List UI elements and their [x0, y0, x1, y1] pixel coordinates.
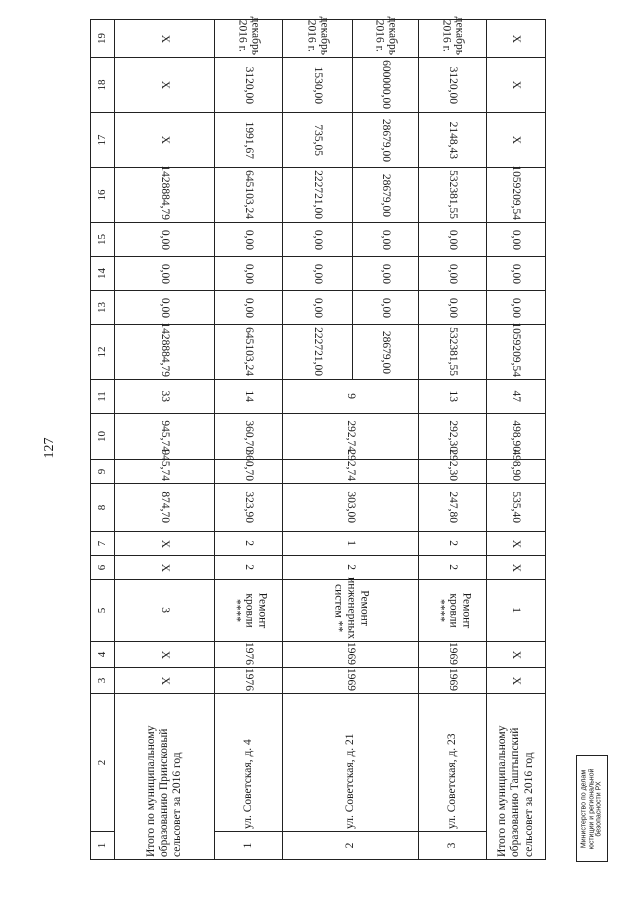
- table-cell: 28679,00: [353, 168, 419, 223]
- table-cell: 0,00: [353, 223, 419, 257]
- table-cell: 0,00: [215, 257, 283, 291]
- table-cell: X: [487, 20, 546, 58]
- header-cell: 2: [91, 694, 115, 832]
- table-cell: 0,00: [419, 223, 487, 257]
- table-cell: 2: [215, 532, 283, 556]
- header-cell: 4: [91, 642, 115, 668]
- table-cell: X: [115, 642, 215, 668]
- table-cell: 498,90: [487, 460, 546, 484]
- table-row-tasht-total: [487, 20, 546, 860]
- table-cell: 1969: [283, 668, 419, 694]
- table-cell: 1059209,54: [487, 168, 546, 223]
- header-cell: 9: [91, 460, 115, 484]
- table-cell: 1428884,79: [115, 325, 215, 380]
- table-row-sovetskaya-23: [419, 20, 487, 860]
- table-cell: 1530,00: [283, 58, 353, 113]
- table-cell: X: [487, 668, 546, 694]
- header-cell: 17: [91, 113, 115, 168]
- table-cell: X: [115, 668, 215, 694]
- table-row-sovetskaya-21a: [283, 20, 353, 860]
- table-cell: 0,00: [283, 257, 353, 291]
- table-cell: X: [487, 58, 546, 113]
- table-cell: 2: [419, 532, 487, 556]
- table-cell: Ремонт инженерных систем **: [283, 580, 419, 642]
- table-cell: 0,00: [419, 291, 487, 325]
- table-cell: 3: [115, 580, 215, 642]
- table-cell: декабрь 2016 г.: [215, 20, 283, 58]
- table-cell: 532381,55: [419, 168, 487, 223]
- header-cell: 11: [91, 380, 115, 414]
- table-cell: 13: [419, 380, 487, 414]
- table-cell: 9: [283, 380, 419, 414]
- table-cell: 0,00: [283, 223, 353, 257]
- header-cell: 12: [91, 325, 115, 380]
- municipality-total-label: Итого по муниципальному образованию Таштыпский сельсовет за 2016 год: [487, 694, 546, 860]
- row-number: 1: [215, 832, 283, 860]
- header-cell: 18: [91, 58, 115, 113]
- table-cell: 1: [283, 532, 419, 556]
- table-cell: 28679,00: [353, 325, 419, 380]
- table-cell: 735,05: [283, 113, 353, 168]
- table-cell: 360,70: [215, 414, 283, 460]
- page-number: 127: [42, 437, 57, 459]
- table-cell: 14: [215, 380, 283, 414]
- table-cell: 0,00: [215, 291, 283, 325]
- table-cell: 0,00: [487, 291, 546, 325]
- table-row-prisk-total: [115, 20, 215, 860]
- table-cell: X: [115, 20, 215, 58]
- table-cell: 360,70: [215, 460, 283, 484]
- table-cell: 0,00: [115, 257, 215, 291]
- table-cell: 945,74: [115, 414, 215, 460]
- table-cell: 3120,00: [419, 58, 487, 113]
- table-cell: 247,80: [419, 484, 487, 532]
- table-cell: 1969: [419, 642, 487, 668]
- municipality-total-label: Итого по муниципальному образованию Приисковый сельсовет за 2016 год: [115, 694, 215, 860]
- table-cell: 3120,00: [215, 58, 283, 113]
- row-number: 3: [419, 832, 487, 860]
- table-cell: 0,00: [115, 223, 215, 257]
- table-cell: 535,40: [487, 484, 546, 532]
- table-cell: 1976: [215, 668, 283, 694]
- header-cell: 3: [91, 668, 115, 694]
- table-cell: 292,74: [283, 460, 419, 484]
- table-cell: 2: [283, 556, 419, 580]
- table-cell: 2148,43: [419, 113, 487, 168]
- table-cell: 0,00: [353, 291, 419, 325]
- table-cell: 47: [487, 380, 546, 414]
- header-cell: 19: [91, 20, 115, 58]
- header-row: [91, 20, 115, 860]
- header-cell: 8: [91, 484, 115, 532]
- header-cell: 16: [91, 168, 115, 223]
- table-cell: 292,30: [419, 460, 487, 484]
- table-cell: 1059209,54: [487, 325, 546, 380]
- table-cell: 292,30: [419, 414, 487, 460]
- table-cell: 323,90: [215, 484, 283, 532]
- register-table: [90, 16, 546, 860]
- table-cell: 33: [115, 380, 215, 414]
- table-cell: X: [487, 556, 546, 580]
- table-cell: X: [487, 642, 546, 668]
- header-cell: 14: [91, 257, 115, 291]
- table-cell: 0,00: [487, 257, 546, 291]
- table-cell: 874,70: [115, 484, 215, 532]
- table-cell: 600000,00: [353, 58, 419, 113]
- table-cell: X: [115, 113, 215, 168]
- ministry-stamp: [576, 755, 608, 862]
- row-number: 2: [283, 832, 419, 860]
- table-cell: 945,74: [115, 460, 215, 484]
- table-cell: 2: [419, 556, 487, 580]
- table-cell: декабрь 2016 г.: [353, 20, 419, 58]
- table-cell: 1: [487, 580, 546, 642]
- table-cell: 2: [215, 556, 283, 580]
- table-row-sovetskaya-4: [215, 20, 283, 860]
- table-cell: 645103,24: [215, 325, 283, 380]
- table-cell: 0,00: [115, 291, 215, 325]
- table-cell: X: [487, 532, 546, 556]
- header-cell: 10: [91, 414, 115, 460]
- header-cell: 6: [91, 556, 115, 580]
- table-cell: Ремонт кровли ****: [215, 580, 283, 642]
- table-cell: X: [115, 556, 215, 580]
- table-cell: 1976: [215, 642, 283, 668]
- table-cell: 0,00: [419, 257, 487, 291]
- table-cell: 645103,24: [215, 168, 283, 223]
- table-cell: 0,00: [487, 223, 546, 257]
- table-cell: 1428884,79: [115, 168, 215, 223]
- header-cell: 7: [91, 532, 115, 556]
- table-cell: 1969: [283, 642, 419, 668]
- table-cell: декабрь 2016 г.: [283, 20, 353, 58]
- table-cell: 303,00: [283, 484, 419, 532]
- table-cell: X: [487, 113, 546, 168]
- register-table-wrapper: [90, 16, 545, 860]
- header-cell: 1: [91, 832, 115, 860]
- address-cell: ул. Советская, д. 23: [419, 694, 487, 832]
- table-cell: 0,00: [283, 291, 353, 325]
- stamp-text: Министерство по делам юстиции и региональной безопасности РХ: [580, 768, 603, 849]
- table-cell: X: [115, 58, 215, 113]
- table-cell: Ремонт кровли ****: [419, 580, 487, 642]
- header-cell: 5: [91, 580, 115, 642]
- address-cell: ул. Советская, д. 4: [215, 694, 283, 832]
- table-cell: 498,90: [487, 414, 546, 460]
- table-cell: 222721,00: [283, 168, 353, 223]
- table-cell: 0,00: [215, 223, 283, 257]
- address-cell: ул. Советская, д. 21: [283, 694, 419, 832]
- table-cell: 532381,55: [419, 325, 487, 380]
- table-cell: 292,74: [283, 414, 419, 460]
- table-cell: 1991,67: [215, 113, 283, 168]
- table-cell: 222721,00: [283, 325, 353, 380]
- header-cell: 15: [91, 223, 115, 257]
- table-cell: 28679,00: [353, 113, 419, 168]
- table-cell: X: [115, 532, 215, 556]
- header-cell: 13: [91, 291, 115, 325]
- table-cell: 1969: [419, 668, 487, 694]
- table-cell: декабрь 2016 г.: [419, 20, 487, 58]
- table-cell: 0,00: [353, 257, 419, 291]
